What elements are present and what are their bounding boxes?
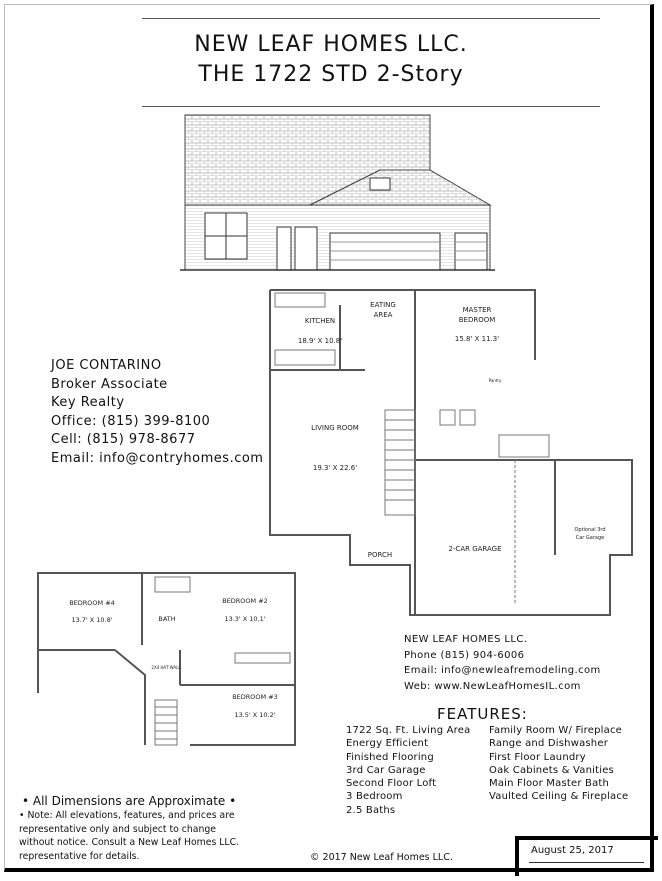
features-left	[346, 724, 470, 817]
porch-label: PORCH	[367, 551, 393, 559]
date-underline	[529, 862, 644, 863]
kitchen-label: KITCHEN	[304, 317, 336, 325]
features-heading: FEATURES:	[437, 705, 528, 723]
garage-label: 2-CAR GARAGE	[448, 545, 502, 553]
feature-item: Second Floor Loft	[346, 778, 437, 790]
bedroom3-label: BEDROOM #3	[232, 693, 278, 701]
house-elevation	[180, 110, 495, 282]
living-label: LIVING ROOM	[311, 424, 359, 432]
builder-web[interactable]: Web: www.NewLeafHomesIL.com	[404, 680, 581, 692]
feature-item: Finished Flooring	[346, 751, 434, 763]
dimensions-note: • All Dimensions are Approximate •	[22, 794, 237, 808]
date-box	[515, 836, 658, 876]
feature-item: 3 Bedroom	[346, 791, 403, 803]
optional-garage-label-2: Car Garage	[575, 535, 605, 541]
second-floor-plan	[30, 565, 310, 750]
agent-company: Key Realty	[51, 395, 125, 410]
agent-email[interactable]: Email: info@contryhomes.com	[51, 450, 264, 466]
hat-wall-label: 2X4 HAT WALL	[151, 665, 181, 670]
feature-item: First Floor Laundry	[489, 751, 586, 763]
agent-contact	[51, 357, 263, 468]
disclaimer-line: representative for details.	[19, 850, 140, 862]
feature-item: Vaulted Ceiling & Fireplace	[489, 791, 629, 803]
top-rule	[142, 18, 600, 19]
builder-email[interactable]: Email: info@newleafremodeling.com	[404, 665, 601, 677]
features-right	[489, 724, 628, 804]
kitchen-dim: 18.9' X 10.8'	[297, 337, 343, 345]
bedroom3-dim: 13.5' X 10.2'	[234, 711, 276, 719]
disclaimer-line: representative only and subject to change	[19, 823, 217, 835]
builder-name: NEW LEAF HOMES LLC.	[404, 634, 528, 645]
agent-name: JOE CONTARINO	[51, 358, 162, 373]
feature-item: Energy Efficient	[346, 738, 429, 750]
master-label-1: MASTER	[462, 306, 492, 314]
title-model: THE 1722 STD 2-Story	[198, 62, 464, 87]
bedroom2-label: BEDROOM #2	[222, 597, 268, 605]
agent-role: Broker Associate	[51, 376, 168, 392]
disclaimer-line: without notice. Consult a New Leaf Homes LLC.	[19, 837, 240, 848]
bath-label: BATH	[158, 615, 176, 623]
builder-contact	[404, 632, 601, 694]
title-rule	[142, 106, 600, 107]
feature-item: 2.5 Baths	[346, 804, 396, 816]
title-company: NEW LEAF HOMES LLC.	[194, 32, 468, 57]
feature-item: 3rd Car Garage	[346, 764, 426, 776]
disclaimer	[19, 809, 239, 863]
eating-label-2: AREA	[373, 311, 393, 319]
bedroom2-dim: 13.3' X 10.1'	[224, 615, 266, 623]
pantry-label: Pantry	[488, 378, 502, 383]
eating-label-1: EATING	[370, 301, 396, 309]
builder-phone[interactable]: Phone (815) 904-6006	[404, 649, 525, 661]
copyright: © 2017 New Leaf Homes LLC.	[310, 852, 453, 863]
master-dim: 15.8' X 11.3'	[454, 335, 500, 343]
master-label-2: BEDROOM	[458, 316, 496, 324]
feature-item: Main Floor Master Bath	[489, 778, 610, 790]
bedroom4-label: BEDROOM #4	[69, 599, 115, 607]
date: August 25, 2017	[531, 845, 614, 856]
feature-item: Range and Dishwasher	[489, 738, 609, 750]
optional-garage-label-1: Optional 3rd	[574, 527, 606, 533]
agent-cell-phone[interactable]: Cell: (815) 978-8677	[51, 432, 196, 447]
agent-office-phone[interactable]: Office: (815) 399-8100	[51, 413, 211, 429]
feature-item: Family Room W/ Fireplace	[489, 725, 622, 736]
first-floor-plan	[265, 285, 645, 625]
bedroom4-dim: 13.7' X 10.8'	[71, 616, 113, 624]
living-dim: 19.3' X 22.6'	[312, 464, 358, 472]
feature-item: 1722 Sq. Ft. Living Area	[346, 725, 471, 736]
disclaimer-line: • Note: All elevations, features, and prices are	[19, 810, 235, 821]
feature-item: Oak Cabinets & Vanities	[489, 764, 614, 776]
